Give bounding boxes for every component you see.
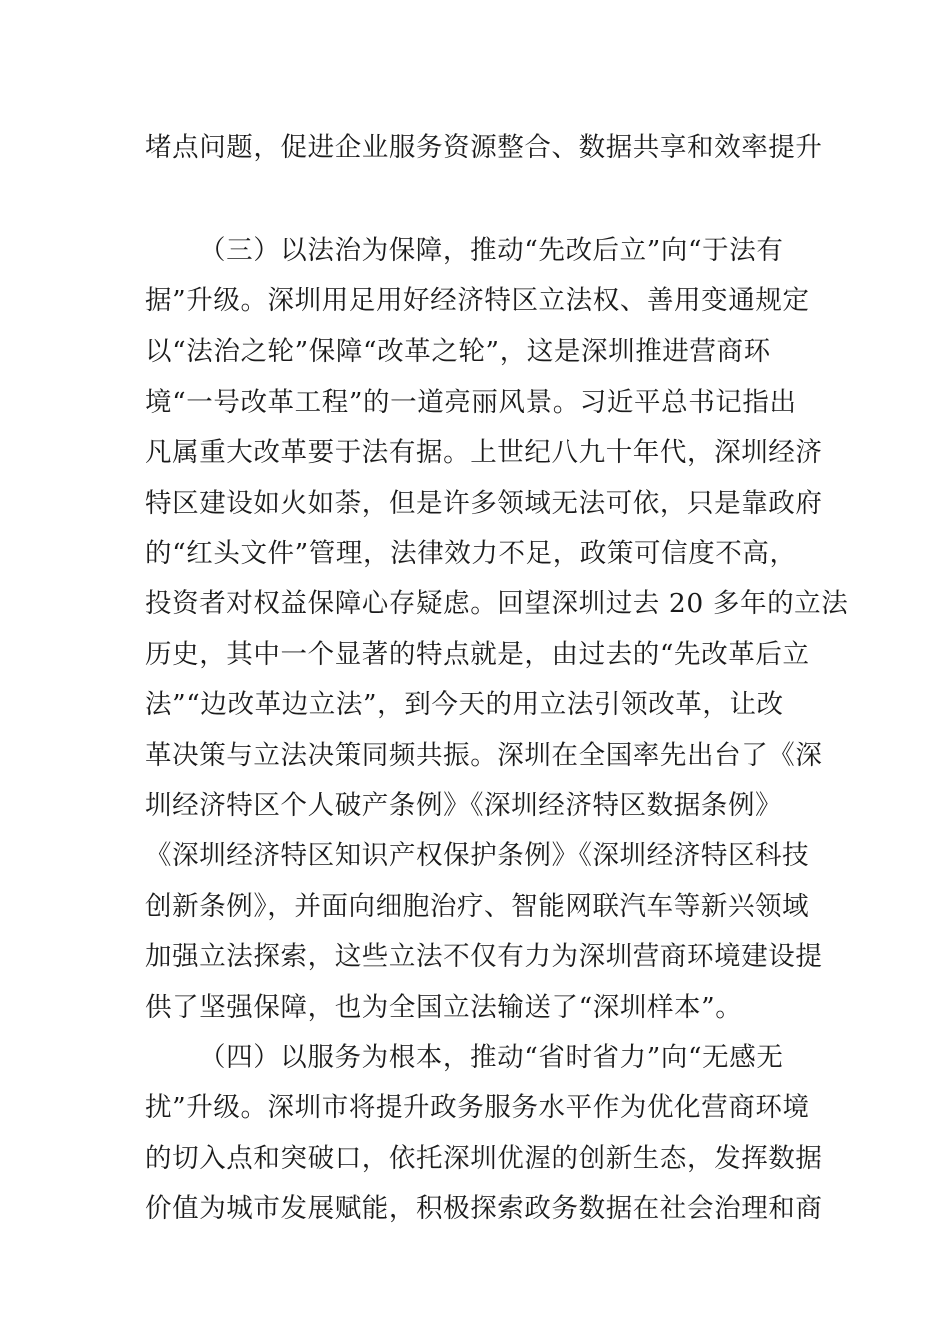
paragraph-line: 特区建设如火如荼，但是许多领域无法可依，只是靠政府 xyxy=(145,488,823,519)
paragraph-line: 堵点问题，促进企业服务资源整合、数据共享和效率提升 xyxy=(145,132,823,163)
paragraph-line: （三）以法治为保障，推动“先改后立”向“于法有 xyxy=(199,235,784,266)
paragraph-line: 《深圳经济特区知识产权保护条例》《深圳经济特区科技 xyxy=(145,840,810,871)
paragraph-line: 供了坚强保障，也为全国立法输送了“深圳样本”。 xyxy=(145,992,743,1023)
paragraph-line: 境“一号改革工程”的一道亮丽风景。习近平总书记指出 xyxy=(145,387,797,418)
paragraph-line: 以“法治之轮”保障“改革之轮”，这是深圳推进营商环 xyxy=(145,336,771,367)
paragraph-line: 法”“边改革边立法”，到今天的用立法引领改革，让改 xyxy=(145,689,784,720)
paragraph-line: 凡属重大改革要于法有据。上世纪八九十年代，深圳经济 xyxy=(145,437,823,468)
paragraph-line: 加强立法探索，这些立法不仅有力为深圳营商环境建设提 xyxy=(145,941,823,972)
paragraph-line: 的切入点和突破口，依托深圳优渥的创新生态，发挥数据 xyxy=(145,1143,823,1174)
paragraph-line: 的“红头文件”管理，法律效力不足，政策可信度不高， xyxy=(145,538,797,569)
paragraph-line: 价值为城市发展赋能，积极探索政务数据在社会治理和商 xyxy=(145,1193,823,1224)
paragraph-line: 创新条例》，并面向细胞治疗、智能网联汽车等新兴领域 xyxy=(145,891,810,922)
paragraph-line: 历史，其中一个显著的特点就是，由过去的“先改革后立 xyxy=(145,639,810,670)
paragraph-line: 投资者对权益保障心存疑虑。回望深圳过去 20 多年的立法 xyxy=(145,588,849,619)
paragraph-line: 革决策与立法决策同频共振。深圳在全国率先出台了《深 xyxy=(145,740,823,771)
paragraph-line: 圳经济特区个人破产条例》《深圳经济特区数据条例》 xyxy=(145,790,783,821)
paragraph-line: 扰”升级。深圳市将提升政务服务水平作为优化营商环境 xyxy=(145,1092,810,1123)
paragraph-line: 据”升级。深圳用足用好经济特区立法权、善用变通规定 xyxy=(145,285,810,316)
paragraph-line: （四）以服务为根本，推动“省时省力”向“无感无 xyxy=(199,1042,784,1073)
